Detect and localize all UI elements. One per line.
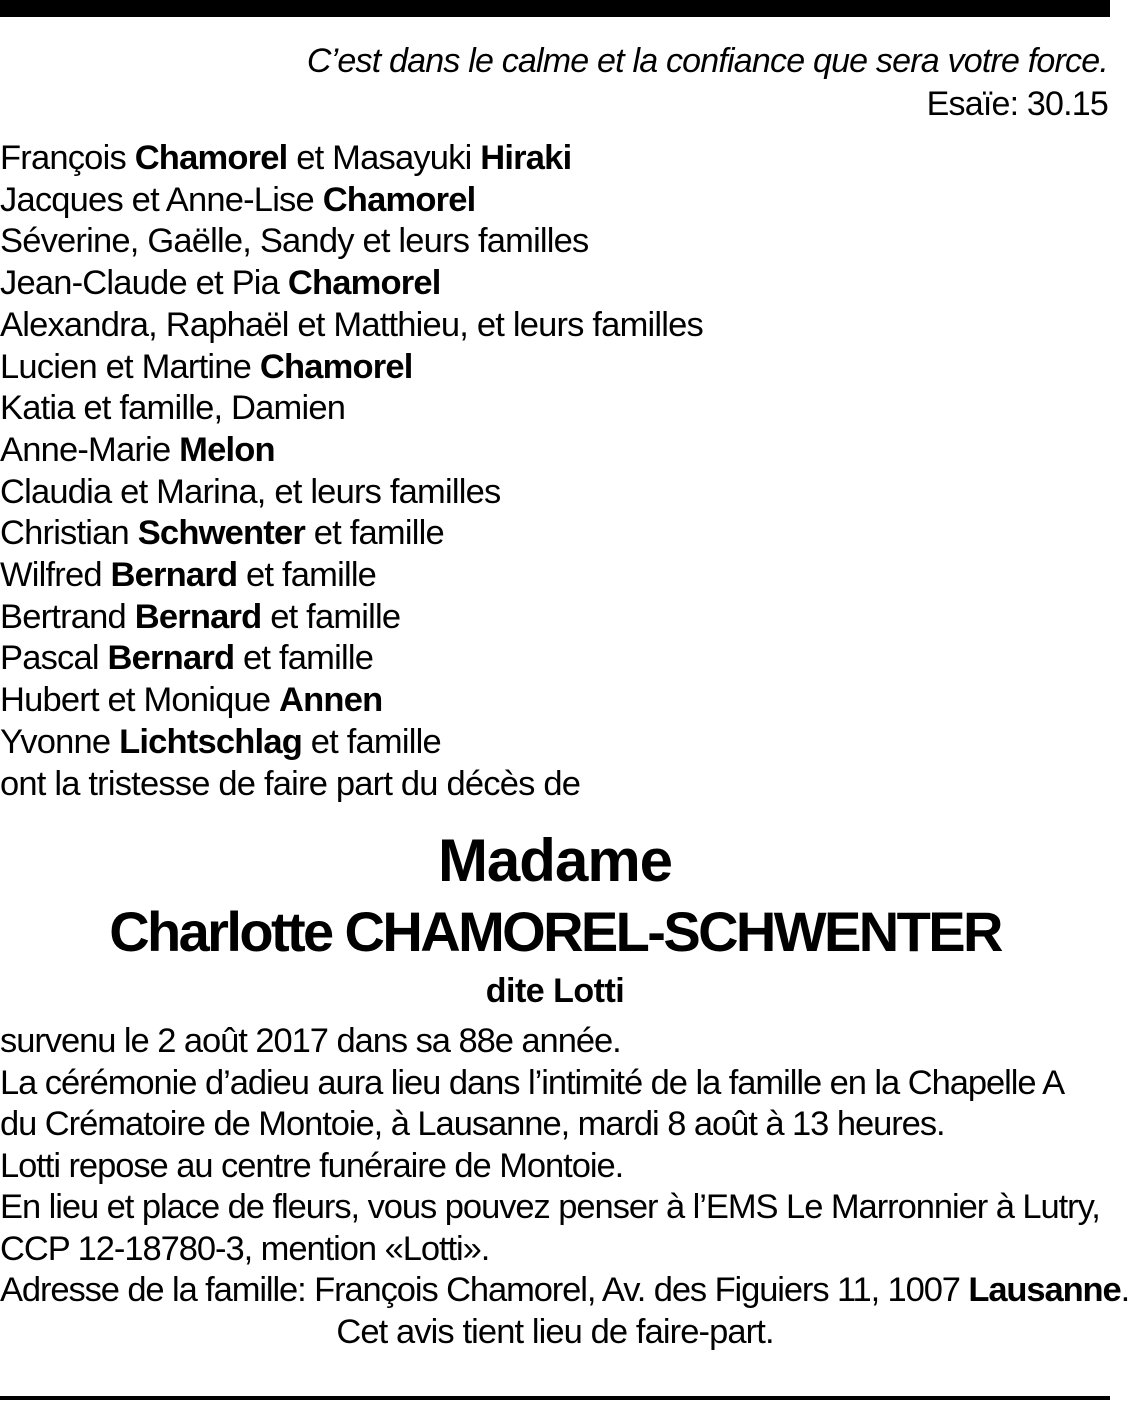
epigraph-reference: Esaïe: 30.15 bbox=[926, 85, 1108, 123]
mourner-line: Katia et famille, Damien bbox=[0, 389, 346, 428]
deceased-nickname: dite Lotti bbox=[485, 972, 625, 1011]
deceased-honorific: Madame bbox=[437, 827, 673, 895]
mourner-line: Claudia et Marina, et leurs familles bbox=[0, 472, 501, 511]
mourner-line: Jean-Claude et Pia Chamorel bbox=[0, 264, 441, 303]
body-line: du Crématoire de Montoie, à Lausanne, mardi 8 août à 13 heures. bbox=[0, 1105, 945, 1144]
mourner-line: Bertrand Bernard et famille bbox=[0, 597, 401, 636]
family-address: Adresse de la famille: François Chamorel, Av. des Figuiers 11, 1007 Lausanne. bbox=[0, 1271, 1129, 1310]
mourner-line: Lucien et Martine Chamorel bbox=[0, 347, 413, 386]
mourner-line: François Chamorel et Masayuki Hiraki bbox=[0, 139, 572, 177]
mourner-line: Christian Schwenter et famille bbox=[0, 514, 444, 553]
body-line: Lotti repose au centre funéraire de Montoie. bbox=[0, 1146, 624, 1185]
mourner-line: Séverine, Gaëlle, Sandy et leurs familles bbox=[0, 222, 589, 261]
body-line: La cérémonie d’adieu aura lieu dans l’intimité de la famille en la Chapelle A bbox=[0, 1063, 1065, 1102]
epigraph-quote: C’est dans le calme et la confiance que sera votre force. bbox=[306, 42, 1108, 80]
deceased-name: Charlotte CHAMOREL-SCHWENTER bbox=[109, 900, 1001, 964]
body-line: survenu le 2 août 2017 dans sa 88e année. bbox=[0, 1022, 621, 1061]
announcement-intro: ont la tristesse de faire part du décès de bbox=[0, 764, 581, 803]
mourner-line: Hubert et Monique Annen bbox=[0, 681, 383, 720]
closing-line: Cet avis tient lieu de faire-part. bbox=[336, 1312, 774, 1351]
body-line: CCP 12-18780-3, mention «Lotti». bbox=[0, 1229, 490, 1268]
mourner-line: Jacques et Anne-Lise Chamorel bbox=[0, 180, 476, 219]
mourners-list bbox=[0, 138, 1110, 764]
mourner-line: Pascal Bernard et famille bbox=[0, 639, 374, 678]
mourner-line: Anne-Marie Melon bbox=[0, 430, 275, 469]
bottom-rule bbox=[0, 1396, 1110, 1400]
mourner-line: Wilfred Bernard et famille bbox=[0, 556, 377, 595]
mourner-line: Alexandra, Raphaël et Matthieu, et leurs familles bbox=[0, 305, 703, 344]
mourner-line: Yvonne Lichtschlag et famille bbox=[0, 722, 441, 761]
address-city: Lausanne bbox=[968, 1271, 1121, 1310]
top-rule bbox=[0, 0, 1110, 17]
body-line: En lieu et place de fleurs, vous pouvez penser à l’EMS Le Marronnier à Lutry, bbox=[0, 1188, 1100, 1227]
death-notice bbox=[0, 38, 1129, 1353]
notice-body bbox=[0, 1021, 1110, 1270]
